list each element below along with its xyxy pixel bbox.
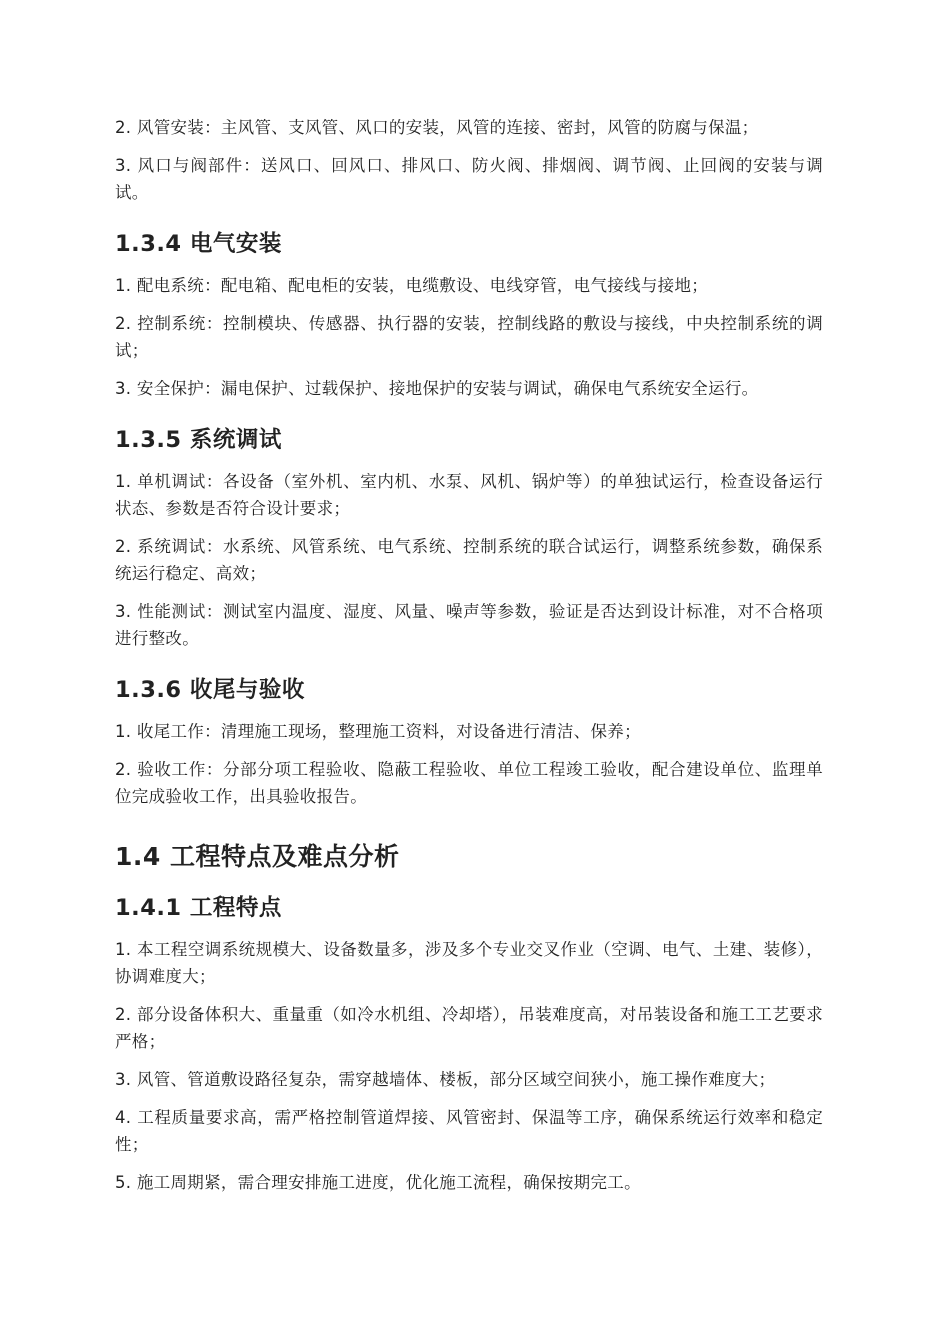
paragraph-feature-4: 4. 工程质量要求高，需严格控制管道焊接、风管密封、保温等工序，确保系统运行效率和稳定性； bbox=[115, 1108, 823, 1154]
paragraph-feature-3: 3. 风管、管道敷设路径复杂，需穿越墙体、楼板，部分区域空间狭小，施工操作难度大； bbox=[115, 1070, 776, 1089]
paragraph-system-commissioning: 2. 系统调试：水系统、风管系统、电气系统、控制系统的联合试运行，调整系统参数，确保系统运行稳定、高效； bbox=[115, 537, 823, 583]
paragraph-control-system: 2. 控制系统：控制模块、传感器、执行器的安装，控制线路的敷设与接线，中央控制系统的调试； bbox=[115, 314, 823, 360]
heading-1-4-1: 1.4.1 工程特点 bbox=[115, 895, 282, 921]
paragraph-feature-1: 1. 本工程空调系统规模大、设备数量多，涉及多个专业交叉作业（空调、电气、土建、装修），协调难度大； bbox=[115, 940, 823, 986]
paragraph-vents-valves: 3. 风口与阀部件：送风口、回风口、排风口、防火阀、排烟阀、调节阀、止回阀的安装与调试。 bbox=[115, 156, 823, 202]
paragraph-performance-test: 3. 性能测试：测试室内温度、湿度、风量、噪声等参数，验证是否达到设计标准，对不合格项进行整改。 bbox=[115, 602, 823, 648]
heading-1-3-4: 1.3.4 电气安装 bbox=[115, 231, 282, 257]
paragraph-safety-protection: 3. 安全保护：漏电保护、过载保护、接地保护的安装与调试，确保电气系统安全运行。 bbox=[115, 379, 759, 398]
heading-1-4: 1.4 工程特点及难点分析 bbox=[115, 842, 400, 871]
paragraph-feature-2: 2. 部分设备体积大、重量重（如冷水机组、冷却塔），吊装难度高，对吊装设备和施工工艺要求严格； bbox=[115, 1005, 823, 1051]
paragraph-feature-5: 5. 施工周期紧，需合理安排施工进度，优化施工流程，确保按期完工。 bbox=[115, 1173, 641, 1192]
document-page bbox=[115, 114, 823, 1207]
paragraph-finishing-work: 1. 收尾工作：清理施工现场，整理施工资料，对设备进行清洁、保养； bbox=[115, 722, 641, 741]
paragraph-unit-commissioning: 1. 单机调试：各设备（室外机、室内机、水泵、风机、锅炉等）的单独试运行，检查设备运行状态、参数是否符合设计要求； bbox=[115, 472, 823, 518]
paragraph-power-distribution: 1. 配电系统：配电箱、配电柜的安装，电缆敷设、电线穿管，电气接线与接地； bbox=[115, 276, 709, 295]
heading-1-3-6: 1.3.6 收尾与验收 bbox=[115, 677, 305, 703]
heading-1-3-5: 1.3.5 系统调试 bbox=[115, 427, 282, 453]
paragraph-duct-installation: 2. 风管安装：主风管、支风管、风口的安装，风管的连接、密封，风管的防腐与保温； bbox=[115, 118, 759, 137]
paragraph-acceptance-work: 2. 验收工作：分部分项工程验收、隐蔽工程验收、单位工程竣工验收，配合建设单位、监理单位完成验收工作，出具验收报告。 bbox=[115, 760, 823, 806]
